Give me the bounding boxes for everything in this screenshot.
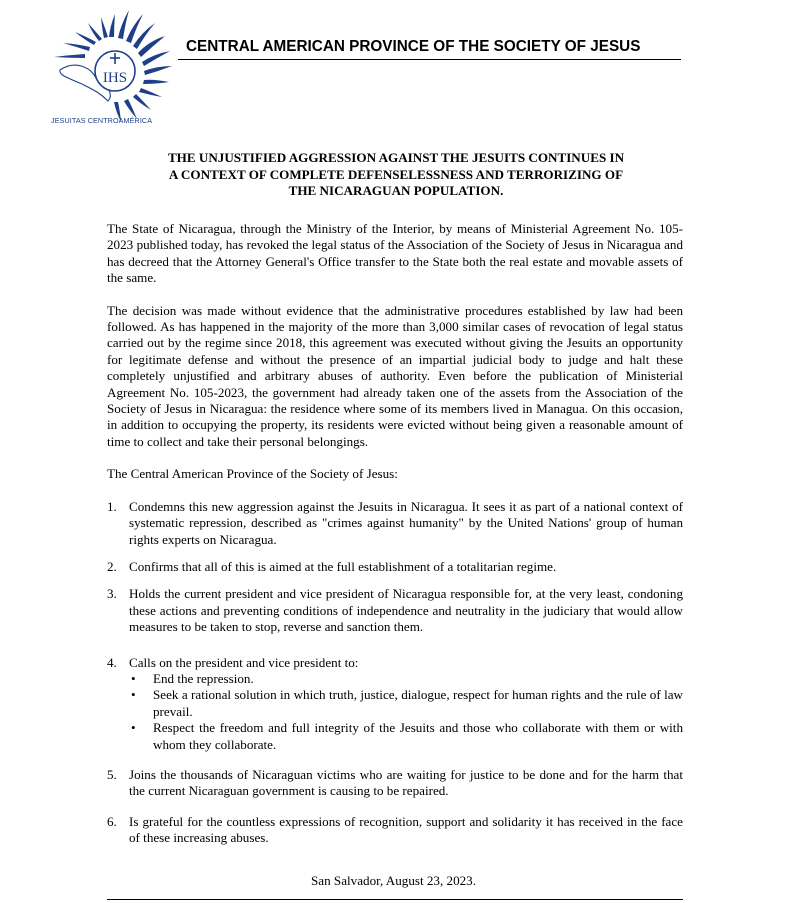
sublist-item <box>129 720 683 753</box>
item-text: Calls on the president and vice president to: <box>129 654 359 670</box>
item-number: 1. <box>107 498 117 514</box>
demands-sublist <box>129 671 683 753</box>
sublist-text: Respect the freedom and full integrity of the Jesuits and those who collaborate with them or with whom they collaborate. <box>153 720 683 752</box>
headline-line: THE NICARAGUAN POPULATION. <box>288 183 504 199</box>
item-text: Is grateful for the countless expressions of recognition, support and solidarity it has received in the face of these increasing abuses. <box>129 813 683 846</box>
paragraph: The decision was made without evidence that the administrative procedures established by law had been followed. As has happened in the majority of the more than 3,000 similar cases of revocation of legal status carried out by the regime since 2018, this agreement was executed without giving the Jesuits an opportunity for legitimate defense and without the presence of an impartial judicial body to judge and halt these completely unjustified and arbitrary abuses of authority. Even before the publication of Ministerial Agreement No. 105-2023, the government had already taken one of the assets from the Association of the Society of Jesus in Nicaragua: the residence where some of its members lived in Managua. On this occasion, in addition to occupying the property, its residents were evicted without being given a reasonable amount of time to collect and take their personal belongings. <box>107 302 683 449</box>
sublist-text: Seek a rational solution in which truth, justice, dialogue, respect for human rights and the rule of law prevail. <box>153 687 683 719</box>
list-item <box>107 767 683 800</box>
sublist-item <box>129 687 683 720</box>
jesuit-sun-logo-icon <box>48 4 178 130</box>
bullet-icon: • <box>131 670 136 686</box>
signoff-place-date: San Salvador, August 23, 2023. <box>311 873 476 888</box>
footer-rule <box>107 899 683 900</box>
item-text: Holds the current president and vice president of Nicaragua responsible for, at the very least, condoning these actions and preventing conditions of independence and neutrality in the judiciary that would allow measures to be taken to stop, reverse and sanction them. <box>129 586 683 635</box>
item-text: Joins the thousands of Nicaraguan victims who are waiting for justice to be done and for the harm that the current Nicaraguan government is causing to be repaired. <box>129 766 683 799</box>
org-title: CENTRAL AMERICAN PROVINCE OF THE SOCIETY OF JESUS <box>186 38 641 55</box>
paragraph: The Central American Province of the Society of Jesus: <box>107 466 398 482</box>
bullet-icon: • <box>131 687 136 703</box>
logo-caption: JESUITAS CENTROAMÉRICA <box>51 116 153 125</box>
item-number: 5. <box>107 766 117 782</box>
logo-monogram: IHS <box>102 70 128 86</box>
headline-line: A CONTEXT OF COMPLETE DEFENSELESSNESS AND TERRORIZING OF <box>168 166 624 182</box>
sublist-text: End the repression. <box>153 670 254 686</box>
headline <box>120 150 672 200</box>
item-text: Confirms that all of this is aimed at the full establishment of a totalitarian regime. <box>129 558 557 574</box>
list-item <box>107 499 683 548</box>
item-number: 2. <box>107 558 117 574</box>
resolutions-list <box>107 499 683 847</box>
item-text: Condemns this new aggression against the Jesuits in Nicaragua. It sees it as part of a national context of systematic repression, described as "crimes against humanity" by the United Nations' group of human rights experts on Nicaragua. <box>129 498 683 547</box>
statement-body <box>107 221 683 847</box>
bullet-icon: • <box>131 720 136 736</box>
headline-line: THE UNJUSTIFIED AGGRESSION AGAINST THE JESUITS CONTINUES IN <box>167 150 625 165</box>
list-item <box>107 586 683 635</box>
paragraph: The State of Nicaragua, through the Ministry of the Interior, by means of Ministerial Agreement No. 105-2023 published today, has revoked the legal status of the Association of the Society of Jesus in Nicaragua and has decreed that the Attorney General's Office transfer to the State both the real estate and movable assets of the same. <box>107 221 683 286</box>
header-rule <box>178 59 681 60</box>
sublist-item <box>129 671 683 687</box>
list-item <box>107 559 683 575</box>
list-item <box>107 814 683 847</box>
list-item <box>107 655 683 753</box>
item-number: 6. <box>107 813 117 829</box>
item-number: 4. <box>107 654 117 670</box>
item-number: 3. <box>107 586 117 602</box>
